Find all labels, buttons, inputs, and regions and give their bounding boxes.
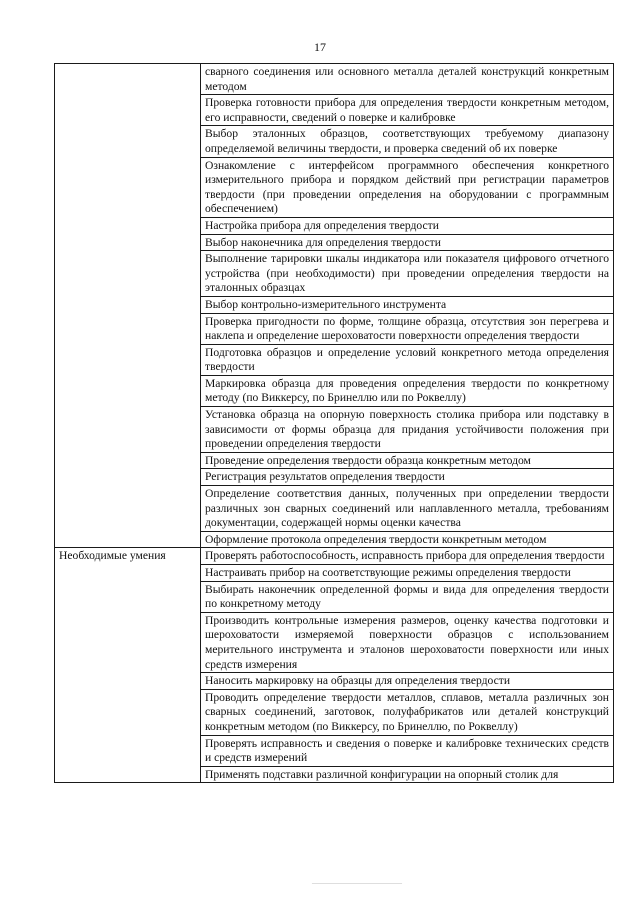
- table-cell: Наносить маркировку на образцы для определения твердости: [201, 673, 614, 690]
- table-cell: Проверять работоспособность, исправность прибора для определения твердости: [201, 548, 614, 565]
- requirements-table: [54, 63, 614, 783]
- scan-mark: ——————————: [312, 878, 402, 888]
- table-cell: Определение соответствия данных, полученных при определении твердости различных зон сварных соединений или наплавленного металла, требованиям документации, содержащей нормы оценки качества: [201, 486, 614, 532]
- table-cell: Выполнение тарировки шкалы индикатора или показателя цифрового отчетного устройства (при необходимости) при проведении определения твердости на эталонных образцах: [201, 251, 614, 297]
- table-cell: Проверять исправность и сведения о поверке и калибровке технических средств и средств измерений: [201, 735, 614, 766]
- table-cell: Настраивать прибор на соответствующие режимы определения твердости: [201, 565, 614, 582]
- table-cell: Оформление протокола определения твердости конкретным методом: [201, 531, 614, 548]
- table-cell: Ознакомление с интерфейсом программного обеспечения конкретного измерительного прибора и порядком действий при регистрации параметров твердости (при проведении определения на оборудовании с программным обеспечением): [201, 157, 614, 217]
- table-cell: Настройка прибора для определения твердости: [201, 217, 614, 234]
- table-row: [55, 548, 614, 565]
- page-number: 17: [314, 40, 326, 54]
- table-cell: Производить контрольные измерения размеров, оценку качества подготовки и шероховатости измеряемой поверхности образцов с использованием мерительного инструмента и эталонов шероховатости поверхности или иных средств измерения: [201, 612, 614, 672]
- table-cell: Подготовка образцов и определение условий конкретного метода определения твердости: [201, 344, 614, 375]
- table-cell: Выбирать наконечник определенной формы и вида для определения твердости по конкретному методу: [201, 581, 614, 612]
- table-cell: Проводить определение твердости металлов, сплавов, металла различных зон сварных соединений, заготовок, полуфабрикатов или деталей конструкций конкретным методом (по Виккерсу, по Бринеллю, по Роквеллу): [201, 689, 614, 735]
- table-cell: Выбор наконечника для определения твердости: [201, 234, 614, 251]
- table-cell: Применять подставки различной конфигурации на опорный столик для: [201, 766, 614, 783]
- section-label: Необходимые умения: [55, 548, 201, 783]
- section-label: [55, 64, 201, 548]
- table-cell: сварного соединения или основного металла деталей конструкций конкретным методом: [201, 64, 614, 95]
- table-cell: Регистрация результатов определения твердости: [201, 469, 614, 486]
- table-row: [55, 64, 614, 95]
- table-cell: Выбор контрольно-измерительного инструмента: [201, 296, 614, 313]
- table-cell: Установка образца на опорную поверхность столика прибора или подставку в зависимости от формы образца для придания устойчивости положения при проведении определения твердости: [201, 407, 614, 453]
- table-cell: Проверка готовности прибора для определения твердости конкретным методом, его исправности, сведений о поверке и калибровке: [201, 95, 614, 126]
- table-cell: Проверка пригодности по форме, толщине образца, отсутствия зон перегрева и наклепа и определение шероховатости поверхности определения твердости: [201, 313, 614, 344]
- table-cell: Проведение определения твердости образца конкретным методом: [201, 452, 614, 469]
- table-cell: Маркировка образца для проведения определения твердости по конкретному методу (по Виккерсу, по Бринеллю или по Роквеллу): [201, 375, 614, 406]
- table-cell: Выбор эталонных образцов, соответствующих требуемому диапазону определяемой величины твердости, и проверка сведений об их поверке: [201, 126, 614, 157]
